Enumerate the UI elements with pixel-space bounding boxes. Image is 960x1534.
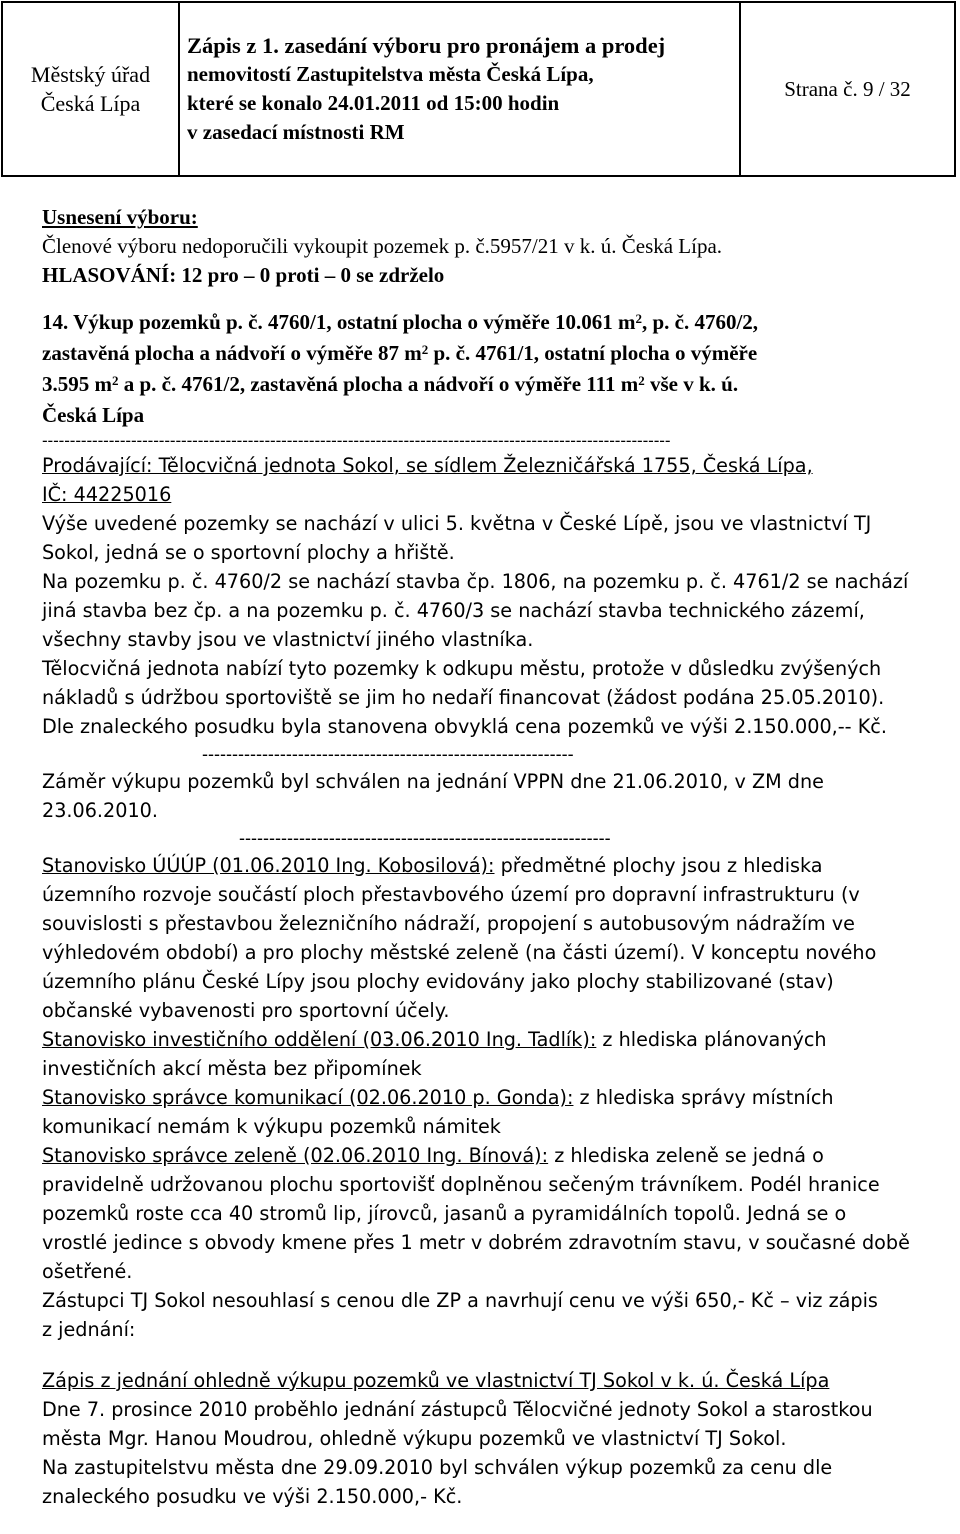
seller-id: IČ: 44225016 [42,483,172,506]
separator-line: -------------------------------------------------------------- [239,828,611,848]
statement-label: Stanovisko investičního oddělení (03.06.2010 Ing. Tadlík): [42,1028,597,1051]
meeting-section: Zápis z jednání ohledně výkupu pozemků ve vlastnictví TJ Sokol v k. ú. Česká Lípa Dne 7. prosince 2010 proběhlo jednání zástupců Tělocvičné jednoty Sokol a starostkou města Mgr. Hanou Moudrou, ohledně výkupu pozemků ve vlastnictví TJ Sokol. Na zastupitelstvu města dne 29.09.2010 byl schválen výkup pozemků za cenu dle znaleckého posudku ve výši 2.150.000,- Kč. [42,1366,954,1511]
page-number-cell [741,3,954,175]
title-line: nemovitostí Zastupitelstva města Česká Lípa, [187,62,594,86]
statement-label: Stanovisko správce zeleně (02.06.2010 Ing. Bínová): [42,1144,549,1167]
statement-label: Stanovisko správce komunikací (02.06.2010 p. Gonda): [42,1086,574,1109]
title-line: v zasedací místnosti RM [187,120,405,144]
seller-section: Prodávající: Tělocvičná jednota Sokol, se sídlem Železničářská 1755, Česká Lípa, IČ: 44225016 Výše uvedené pozemky se nachází v ulici 5. května v České Lípě, jsou ve vlastnictví TJ Sokol, jedná se o sportovní plochy a hřiště. Na pozemku p. č. 4760/2 se nachází stavba čp. 1806, na pozemku p. č. 4761/2 se nachází jiná stavba bez čp. a na pozemku p. č. 4760/3 se nachází stavba technického zázemí, všechny stavby jsou ve vlastnictví jiného vlastníka. Tělocvičná jednota nabízí tyto pozemky k odkupu městu, protože v důsledku zvýšených nákladů s údržbou sportoviště se jim ho nedaří financovat (žádost podána 25.05.2010). Dle znaleckého posudku byla stanovena obvyklá cena pozemků ve výši 2.150.000,-- Kč. [42,451,954,741]
resolution-heading: Usnesení výboru: [42,205,198,229]
document-body [42,203,954,1511]
separator-line: -------------------------------------------------------------- [202,744,574,764]
page-number: Strana č. 9 / 32 [784,76,911,101]
item-14-heading: 14. Výkup pozemků p. č. 4760/1, ostatní plocha o výměře 10.061 $m^2$, p. č. 4760/2, zastavěná plocha a nádvoří o výměře 87 $m^2$ p. č. 4761/1, ostatní plocha o výměře 3.595 $m^2$ a p. č. 4761/2, zastavěná plocha a nádvoří o výměře 111 $m^2$ vše v k. ú. Česká Lípa [42,310,759,427]
office-city: Česká Lípa [40,91,141,116]
statement-label: Stanovisko ÚÚÚP (01.06.2010 Ing. Kobosilová): [42,854,495,877]
separator-line: ----------------------------------------------------------------------------------------------------------------- [42,431,671,450]
plan-section: Záměr výkupu pozemků byl schválen na jednání VPPN dne 21.06.2010, v ZM dne 23.06.2010. [42,770,824,822]
office-name: Městský úřad [30,62,151,87]
statements-section: Stanovisko ÚÚÚP (01.06.2010 Ing. Kobosilová): předmětné plochy jsou z hlediska územního rozvoje součástí ploch přestavbového území pro dopravní infrastrukturu (v souvislosti s přestavbou železničního nádraží, propojení s autobusovým nádražím ve výhledovém období) a pro plochy městské zeleně (na části území). V konceptu nového územního plánu České Lípy jsou plochy evidovány jako plochy stabilizované (stav) občanské vybavenosti pro sportovní účely. Stanovisko investičního oddělení (03.06.2010 Ing. Tadlík): z hlediska plánovaných investičních akcí města bez připomínek Stanovisko správce komunikací (02.06.2010 p. Gonda): z hlediska správy místních komunikací nemám k výkupu pozemků námitek Stanovisko správce zeleně (02.06.2010 Ing. Bínová): z hlediska zeleně se jedná o pravidelně udržovanou plochu sportovišť doplněnou sečeným trávníkem. Podél hranice pozemků roste cca 40 stromů lip, jírovců, jasanů a pyramidálních topolů. Jedná se o vrostlé jedince s obvody kmene přes 1 metr v dobrém zdravotním stavu, v současné době ošetřené. Zástupci TJ Sokol nesouhlasí s cenou dle ZP a navrhují cenu ve výši 650,- Kč – viz zápis z jednání: [42,854,910,1341]
vote-result: HLASOVÁNÍ: 12 pro – 0 proti – 0 se zdrželo [42,263,445,287]
title-line: Zápis z 1. zasedání výboru pro pronájem a prodej [187,33,666,58]
seller-line: Prodávající: Tělocvičná jednota Sokol, se sídlem Železničářská 1755, Česká Lípa, [42,454,813,477]
title-line: které se konalo 24.01.2011 od 15:00 hodin [187,91,560,115]
meeting-heading: Zápis z jednání ohledně výkupu pozemků ve vlastnictví TJ Sokol v k. ú. Česká Lípa [42,1369,830,1392]
office-cell [3,3,180,175]
page-header [1,1,956,177]
title-cell [180,3,741,175]
resolution-text: Členové výboru nedoporučili vykoupit pozemek p. č.5957/21 v k. ú. Česká Lípa. [42,234,723,258]
